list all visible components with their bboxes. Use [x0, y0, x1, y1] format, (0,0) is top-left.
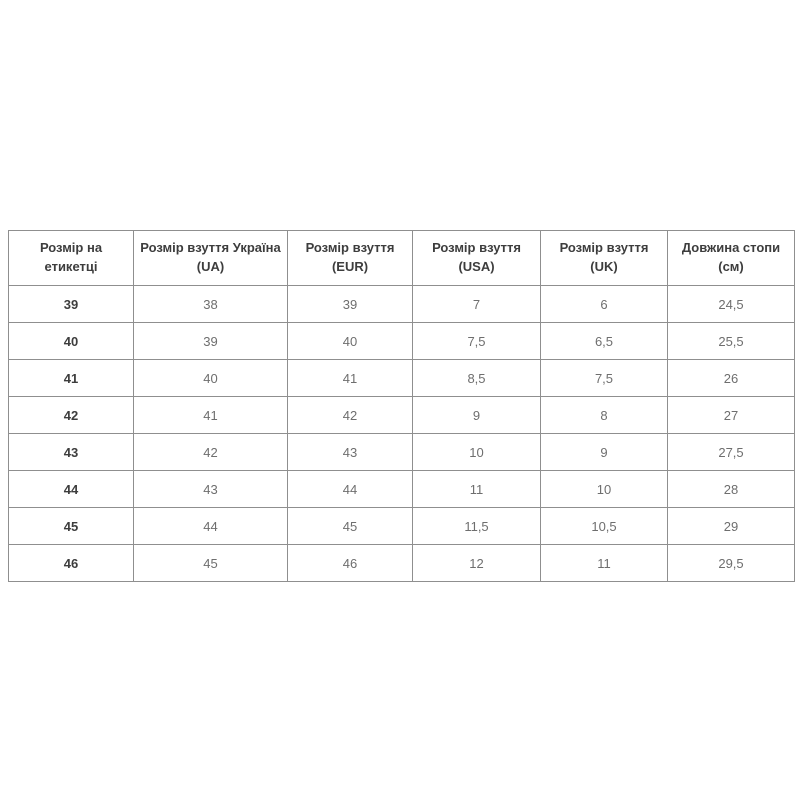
- header-cell-eur-size: Розмір взуття (EUR): [288, 231, 413, 286]
- table-row: [9, 508, 795, 545]
- table-row: [9, 323, 795, 360]
- table-cell: 40: [134, 360, 288, 397]
- table-cell: 8,5: [413, 360, 541, 397]
- table-cell: 29: [668, 508, 795, 545]
- table-cell: 45: [134, 545, 288, 582]
- table-cell: 7: [413, 286, 541, 323]
- table-cell: 11: [541, 545, 668, 582]
- table-cell: 40: [288, 323, 413, 360]
- table-cell: 10,5: [541, 508, 668, 545]
- header-cell-uk-size: Розмір взуття (UK): [541, 231, 668, 286]
- table-cell: 28: [668, 471, 795, 508]
- header-cell-label-size: Розмір на етикетці: [9, 231, 134, 286]
- table-cell: 45: [9, 508, 134, 545]
- table-cell: 40: [9, 323, 134, 360]
- table-cell: 12: [413, 545, 541, 582]
- table-cell: 25,5: [668, 323, 795, 360]
- table-cell: 29,5: [668, 545, 795, 582]
- table-cell: 42: [9, 397, 134, 434]
- header-cell-usa-size: Розмір взуття (USA): [413, 231, 541, 286]
- table-body: [9, 286, 795, 582]
- table-row: [9, 360, 795, 397]
- table-row: [9, 434, 795, 471]
- table-cell: 10: [413, 434, 541, 471]
- table-cell: 10: [541, 471, 668, 508]
- table-cell: 41: [9, 360, 134, 397]
- table-row: [9, 545, 795, 582]
- table-cell: 43: [134, 471, 288, 508]
- table-cell: 44: [288, 471, 413, 508]
- table-cell: 11,5: [413, 508, 541, 545]
- table-cell: 38: [134, 286, 288, 323]
- table-cell: 44: [9, 471, 134, 508]
- table-cell: 41: [134, 397, 288, 434]
- table-row: [9, 471, 795, 508]
- table-cell: 39: [288, 286, 413, 323]
- header-cell-ua-size: Розмір взуття Україна (UA): [134, 231, 288, 286]
- table-row: [9, 397, 795, 434]
- table-cell: 6,5: [541, 323, 668, 360]
- table-cell: 46: [9, 545, 134, 582]
- table-cell: 24,5: [668, 286, 795, 323]
- table-cell: 45: [288, 508, 413, 545]
- table-cell: 9: [413, 397, 541, 434]
- table-cell: 39: [9, 286, 134, 323]
- table-row: [9, 286, 795, 323]
- header-row: [9, 231, 795, 286]
- table-cell: 44: [134, 508, 288, 545]
- table-cell: 46: [288, 545, 413, 582]
- table-cell: 41: [288, 360, 413, 397]
- table-cell: 8: [541, 397, 668, 434]
- table-cell: 42: [288, 397, 413, 434]
- table-cell: 7,5: [541, 360, 668, 397]
- table-cell: 39: [134, 323, 288, 360]
- table-cell: 27: [668, 397, 795, 434]
- table-cell: 42: [134, 434, 288, 471]
- shoe-size-conversion-table: [8, 230, 795, 582]
- table-cell: 11: [413, 471, 541, 508]
- table-cell: 27,5: [668, 434, 795, 471]
- table-cell: 7,5: [413, 323, 541, 360]
- header-cell-foot-length: Довжина стопи (см): [668, 231, 795, 286]
- table-header: [9, 231, 795, 286]
- table-cell: 6: [541, 286, 668, 323]
- table-cell: 43: [288, 434, 413, 471]
- table-cell: 26: [668, 360, 795, 397]
- table-cell: 43: [9, 434, 134, 471]
- table-cell: 9: [541, 434, 668, 471]
